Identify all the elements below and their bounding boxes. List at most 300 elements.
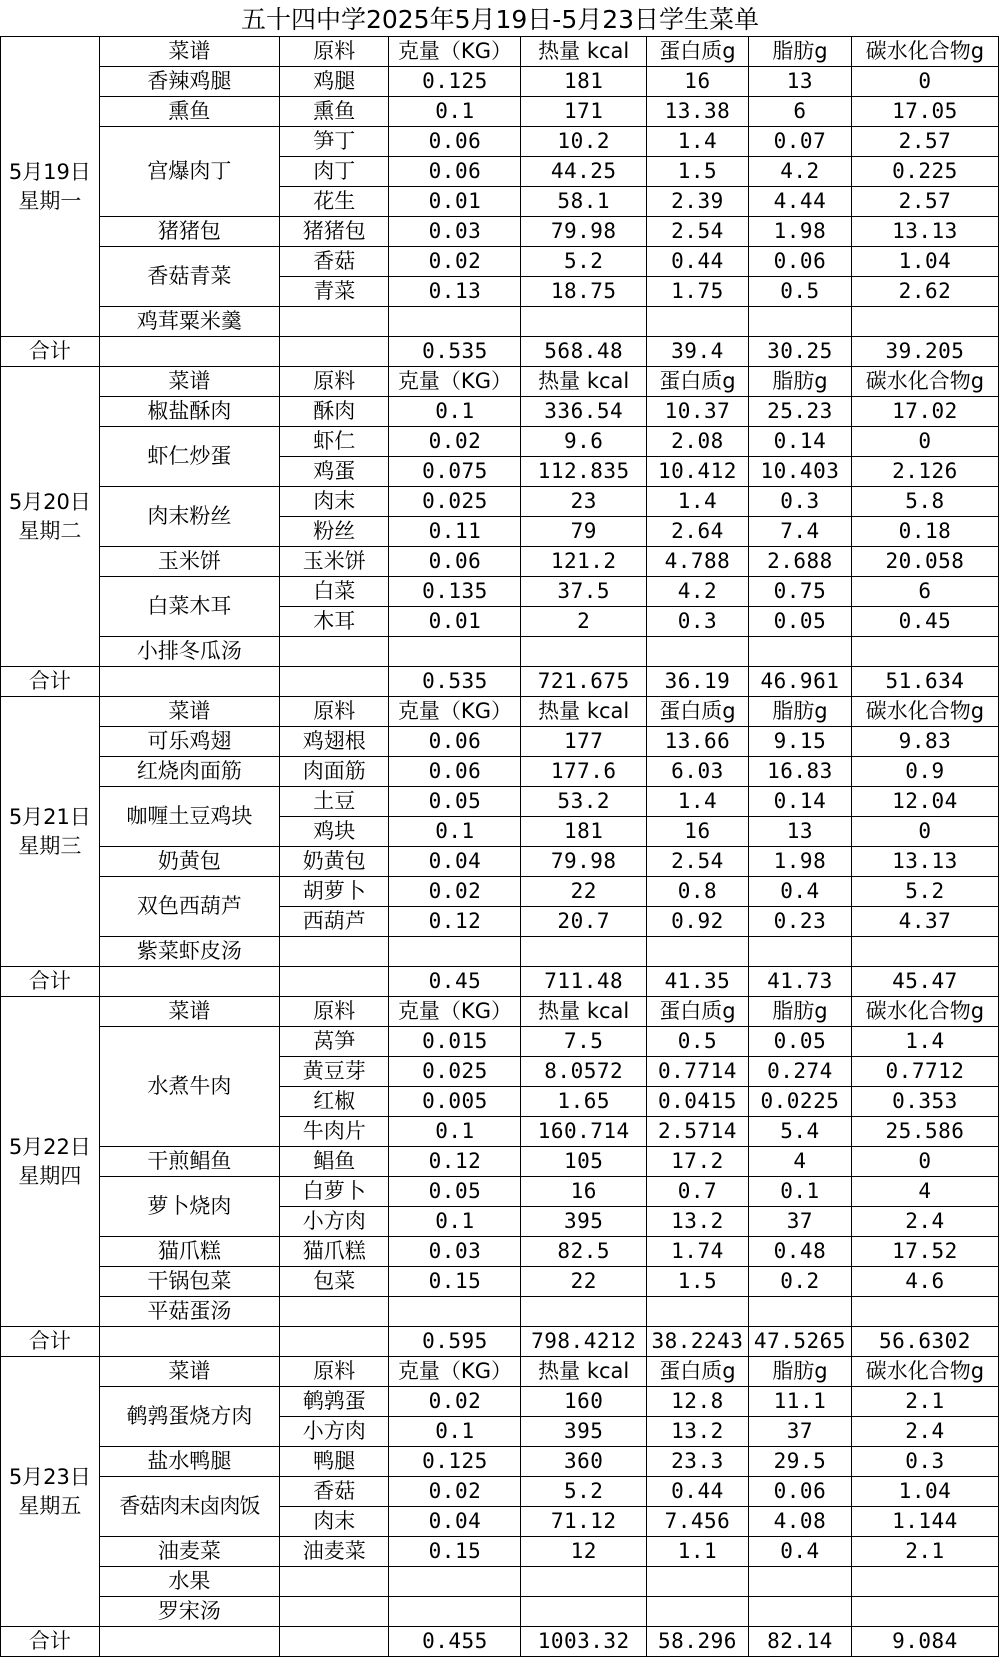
- ingredient-name: 小方肉: [280, 1207, 389, 1237]
- value-cell: 1.5: [646, 1267, 748, 1297]
- value-cell: 395: [521, 1417, 647, 1447]
- value-cell: 0.125: [389, 67, 521, 97]
- empty-cell: [280, 307, 389, 337]
- column-header: 热量 kcal: [521, 37, 647, 67]
- value-cell: 20.7: [521, 907, 647, 937]
- day-cell: [1, 37, 100, 337]
- table-row: [1, 877, 999, 907]
- ingredient-name: 包菜: [280, 1267, 389, 1297]
- dish-name: 香菇青菜: [99, 247, 279, 307]
- value-cell: 0.06: [748, 1477, 851, 1507]
- value-cell: 2.4: [851, 1417, 998, 1447]
- ingredient-name: 西葫芦: [280, 907, 389, 937]
- total-row: [1, 667, 999, 697]
- column-header: 蛋白质g: [646, 37, 748, 67]
- header-row: [1, 697, 999, 727]
- column-header: 热量 kcal: [521, 997, 647, 1027]
- value-cell: 2.08: [646, 427, 748, 457]
- value-cell: 1.75: [646, 277, 748, 307]
- table-row: [1, 217, 999, 247]
- column-header: 克量（KG）: [389, 1357, 521, 1387]
- value-cell: 1.1: [646, 1537, 748, 1567]
- value-cell: 2.57: [851, 127, 998, 157]
- value-cell: 0.025: [389, 1057, 521, 1087]
- value-cell: 0.05: [748, 607, 851, 637]
- value-cell: 0.15: [389, 1267, 521, 1297]
- header-row: [1, 997, 999, 1027]
- ingredient-name: 红椒: [280, 1087, 389, 1117]
- table-row: [1, 1447, 999, 1477]
- value-cell: 12: [521, 1537, 647, 1567]
- dish-name: 水果: [99, 1567, 279, 1597]
- value-cell: 0.005: [389, 1087, 521, 1117]
- value-cell: 2.62: [851, 277, 998, 307]
- value-cell: 9.6: [521, 427, 647, 457]
- value-cell: 160: [521, 1387, 647, 1417]
- value-cell: 44.25: [521, 157, 647, 187]
- value-cell: 4.44: [748, 187, 851, 217]
- ingredient-name: 白菜: [280, 577, 389, 607]
- value-cell: 0.12: [389, 907, 521, 937]
- value-cell: 58.1: [521, 187, 647, 217]
- ingredient-name: 肉末: [280, 487, 389, 517]
- empty-cell: [389, 1597, 521, 1627]
- ingredient-name: 莴笋: [280, 1027, 389, 1057]
- header-row: [1, 367, 999, 397]
- value-cell: 0.7714: [646, 1057, 748, 1087]
- table-row: [1, 397, 999, 427]
- column-header: 碳水化合物g: [851, 367, 998, 397]
- value-cell: 0.02: [389, 427, 521, 457]
- empty-cell: [99, 967, 279, 997]
- dish-name: 平菇蛋汤: [99, 1297, 279, 1327]
- value-cell: 9.83: [851, 727, 998, 757]
- ingredient-name: 鸡块: [280, 817, 389, 847]
- value-cell: 0.4: [748, 1537, 851, 1567]
- value-cell: 5.4: [748, 1117, 851, 1147]
- value-cell: 0.225: [851, 157, 998, 187]
- value-cell: 0.3: [851, 1447, 998, 1477]
- value-cell: 2.126: [851, 457, 998, 487]
- total-value: 568.48: [521, 337, 647, 367]
- value-cell: 0.7712: [851, 1057, 998, 1087]
- value-cell: 0.7: [646, 1177, 748, 1207]
- day-date: 5月22日: [8, 1134, 91, 1159]
- ingredient-name: 鸭腿: [280, 1447, 389, 1477]
- value-cell: 0: [851, 67, 998, 97]
- column-header: 碳水化合物g: [851, 1357, 998, 1387]
- value-cell: 0.274: [748, 1057, 851, 1087]
- dish-name: 肉末粉丝: [99, 487, 279, 547]
- total-row: [1, 967, 999, 997]
- value-cell: 17.02: [851, 397, 998, 427]
- dish-name: 鹌鹑蛋烧方肉: [99, 1387, 279, 1447]
- empty-cell: [280, 1597, 389, 1627]
- day-weekday: 星期三: [18, 833, 82, 858]
- value-cell: 0.48: [748, 1237, 851, 1267]
- value-cell: 20.058: [851, 547, 998, 577]
- column-header: 原料: [280, 697, 389, 727]
- total-value: 46.961: [748, 667, 851, 697]
- empty-cell: [389, 307, 521, 337]
- total-value: 82.14: [748, 1627, 851, 1657]
- header-row: [1, 1357, 999, 1387]
- column-header: 克量（KG）: [389, 37, 521, 67]
- total-label: 合计: [1, 1327, 100, 1357]
- total-row: [1, 1327, 999, 1357]
- value-cell: 4.788: [646, 547, 748, 577]
- column-header: 蛋白质g: [646, 997, 748, 1027]
- ingredient-name: 鸡翅根: [280, 727, 389, 757]
- value-cell: 0.12: [389, 1147, 521, 1177]
- ingredient-name: 猪猪包: [280, 217, 389, 247]
- total-value: 721.675: [521, 667, 647, 697]
- column-header: 碳水化合物g: [851, 997, 998, 1027]
- value-cell: 0.18: [851, 517, 998, 547]
- empty-cell: [646, 637, 748, 667]
- column-header: 蛋白质g: [646, 367, 748, 397]
- table-row: [1, 67, 999, 97]
- value-cell: 0.015: [389, 1027, 521, 1057]
- empty-cell: [521, 1597, 647, 1627]
- value-cell: 0.05: [389, 787, 521, 817]
- total-value: 30.25: [748, 337, 851, 367]
- column-header: 菜谱: [99, 367, 279, 397]
- column-header: 热量 kcal: [521, 697, 647, 727]
- value-cell: 37.5: [521, 577, 647, 607]
- value-cell: 0.1: [389, 1417, 521, 1447]
- total-value: 0.535: [389, 667, 521, 697]
- dish-name: 白菜木耳: [99, 577, 279, 637]
- ingredient-name: 白萝卜: [280, 1177, 389, 1207]
- total-label: 合计: [1, 667, 100, 697]
- column-header: 菜谱: [99, 1357, 279, 1387]
- ingredient-name: 粉丝: [280, 517, 389, 547]
- dish-name: 油麦菜: [99, 1537, 279, 1567]
- value-cell: 2.39: [646, 187, 748, 217]
- value-cell: 17.52: [851, 1237, 998, 1267]
- value-cell: 0.23: [748, 907, 851, 937]
- total-value: 47.5265: [748, 1327, 851, 1357]
- column-header: 热量 kcal: [521, 367, 647, 397]
- table-row: [1, 1237, 999, 1267]
- value-cell: 2.1: [851, 1537, 998, 1567]
- value-cell: 0.3: [646, 607, 748, 637]
- dish-name: 盐水鸭腿: [99, 1447, 279, 1477]
- ingredient-name: 青菜: [280, 277, 389, 307]
- value-cell: 13.38: [646, 97, 748, 127]
- empty-cell: [280, 967, 389, 997]
- total-value: 9.084: [851, 1627, 998, 1657]
- value-cell: 4.37: [851, 907, 998, 937]
- day-weekday: 星期一: [18, 188, 82, 213]
- value-cell: 2.64: [646, 517, 748, 547]
- ingredient-name: 猫爪糕: [280, 1237, 389, 1267]
- day-weekday: 星期五: [18, 1493, 82, 1518]
- value-cell: 0.05: [389, 1177, 521, 1207]
- day-date: 5月20日: [8, 489, 91, 514]
- table-row: [1, 547, 999, 577]
- column-header: 脂肪g: [748, 997, 851, 1027]
- table-row: [1, 1537, 999, 1567]
- value-cell: 37: [748, 1207, 851, 1237]
- value-cell: 0.13: [389, 277, 521, 307]
- value-cell: 1.4: [646, 787, 748, 817]
- table-row: [1, 307, 999, 337]
- empty-cell: [851, 307, 998, 337]
- value-cell: 0.0225: [748, 1087, 851, 1117]
- ingredient-name: 花生: [280, 187, 389, 217]
- total-value: 38.2243: [646, 1327, 748, 1357]
- dish-name: 水煮牛肉: [99, 1027, 279, 1147]
- total-value: 39.205: [851, 337, 998, 367]
- dish-name: 香辣鸡腿: [99, 67, 279, 97]
- value-cell: 11.1: [748, 1387, 851, 1417]
- column-header: 克量（KG）: [389, 697, 521, 727]
- table-row: [1, 127, 999, 157]
- total-label: 合计: [1, 337, 100, 367]
- value-cell: 336.54: [521, 397, 647, 427]
- dish-name: 紫菜虾皮汤: [99, 937, 279, 967]
- ingredient-name: 笋丁: [280, 127, 389, 157]
- value-cell: 71.12: [521, 1507, 647, 1537]
- value-cell: 0.075: [389, 457, 521, 487]
- value-cell: 16: [646, 817, 748, 847]
- ingredient-name: 油麦菜: [280, 1537, 389, 1567]
- value-cell: 0.5: [646, 1027, 748, 1057]
- empty-cell: [99, 1627, 279, 1657]
- empty-cell: [748, 1597, 851, 1627]
- dish-name: 猫爪糕: [99, 1237, 279, 1267]
- table-row: [1, 787, 999, 817]
- value-cell: 0.1: [389, 817, 521, 847]
- value-cell: 0.02: [389, 247, 521, 277]
- value-cell: 10.412: [646, 457, 748, 487]
- day-cell: [1, 697, 100, 967]
- value-cell: 4.08: [748, 1507, 851, 1537]
- ingredient-name: 鸡腿: [280, 67, 389, 97]
- value-cell: 0.15: [389, 1537, 521, 1567]
- value-cell: 1.144: [851, 1507, 998, 1537]
- empty-cell: [280, 1297, 389, 1327]
- value-cell: 16: [521, 1177, 647, 1207]
- column-header: 菜谱: [99, 997, 279, 1027]
- value-cell: 6.03: [646, 757, 748, 787]
- ingredient-name: 香菇: [280, 1477, 389, 1507]
- ingredient-name: 胡萝卜: [280, 877, 389, 907]
- value-cell: 17.05: [851, 97, 998, 127]
- value-cell: 0.06: [389, 757, 521, 787]
- dish-name: 萝卜烧肉: [99, 1177, 279, 1237]
- empty-cell: [99, 337, 279, 367]
- value-cell: 10.2: [521, 127, 647, 157]
- empty-cell: [748, 637, 851, 667]
- empty-cell: [280, 937, 389, 967]
- value-cell: 0.1: [389, 97, 521, 127]
- value-cell: 12.8: [646, 1387, 748, 1417]
- value-cell: 13: [748, 67, 851, 97]
- column-header: 原料: [280, 997, 389, 1027]
- value-cell: 12.04: [851, 787, 998, 817]
- value-cell: 7.456: [646, 1507, 748, 1537]
- total-value: 41.73: [748, 967, 851, 997]
- value-cell: 1.4: [646, 127, 748, 157]
- total-value: 58.296: [646, 1627, 748, 1657]
- value-cell: 53.2: [521, 787, 647, 817]
- total-label: 合计: [1, 1627, 100, 1657]
- day-cell: [1, 1357, 100, 1627]
- value-cell: 1.4: [646, 487, 748, 517]
- total-value: 36.19: [646, 667, 748, 697]
- value-cell: 0.04: [389, 847, 521, 877]
- empty-cell: [389, 637, 521, 667]
- value-cell: 0.1: [389, 1207, 521, 1237]
- value-cell: 7.5: [521, 1027, 647, 1057]
- value-cell: 0.04: [389, 1507, 521, 1537]
- ingredient-name: 鸡蛋: [280, 457, 389, 487]
- value-cell: 0.06: [748, 247, 851, 277]
- dish-name: 罗宋汤: [99, 1597, 279, 1627]
- value-cell: 25.586: [851, 1117, 998, 1147]
- table-row: [1, 1297, 999, 1327]
- value-cell: 360: [521, 1447, 647, 1477]
- value-cell: 4.2: [646, 577, 748, 607]
- value-cell: 22: [521, 877, 647, 907]
- value-cell: 9.15: [748, 727, 851, 757]
- total-value: 56.6302: [851, 1327, 998, 1357]
- table-row: [1, 577, 999, 607]
- value-cell: 177: [521, 727, 647, 757]
- value-cell: 0: [851, 817, 998, 847]
- table-row: [1, 247, 999, 277]
- value-cell: 1.5: [646, 157, 748, 187]
- value-cell: 0.06: [389, 547, 521, 577]
- ingredient-name: 鹌鹑蛋: [280, 1387, 389, 1417]
- dish-name: 玉米饼: [99, 547, 279, 577]
- total-value: 0.45: [389, 967, 521, 997]
- dish-name: 干锅包菜: [99, 1267, 279, 1297]
- value-cell: 0.92: [646, 907, 748, 937]
- column-header: 脂肪g: [748, 367, 851, 397]
- dish-name: 干煎鲳鱼: [99, 1147, 279, 1177]
- ingredient-name: 酥肉: [280, 397, 389, 427]
- column-header: 蛋白质g: [646, 697, 748, 727]
- column-header: 热量 kcal: [521, 1357, 647, 1387]
- value-cell: 0.45: [851, 607, 998, 637]
- value-cell: 0.06: [389, 727, 521, 757]
- value-cell: 2.4: [851, 1207, 998, 1237]
- column-header: 菜谱: [99, 697, 279, 727]
- value-cell: 0.44: [646, 247, 748, 277]
- value-cell: 2: [521, 607, 647, 637]
- value-cell: 1.74: [646, 1237, 748, 1267]
- value-cell: 4: [851, 1177, 998, 1207]
- value-cell: 10.403: [748, 457, 851, 487]
- value-cell: 0.02: [389, 1387, 521, 1417]
- table-row: [1, 757, 999, 787]
- total-value: 0.595: [389, 1327, 521, 1357]
- ingredient-name: 熏鱼: [280, 97, 389, 127]
- value-cell: 13.13: [851, 847, 998, 877]
- ingredient-name: 黄豆芽: [280, 1057, 389, 1087]
- empty-cell: [521, 1297, 647, 1327]
- empty-cell: [280, 637, 389, 667]
- dish-name: 宫爆肉丁: [99, 127, 279, 217]
- value-cell: 0.02: [389, 877, 521, 907]
- empty-cell: [99, 1327, 279, 1357]
- page-title: 五十四中学2025年5月19日-5月23日学生菜单: [240, 5, 760, 34]
- header-row: [1, 37, 999, 67]
- value-cell: 5.2: [851, 877, 998, 907]
- dish-name: 熏鱼: [99, 97, 279, 127]
- empty-cell: [389, 1567, 521, 1597]
- column-header: 碳水化合物g: [851, 37, 998, 67]
- empty-cell: [851, 637, 998, 667]
- empty-cell: [646, 1597, 748, 1627]
- value-cell: 0.4: [748, 877, 851, 907]
- ingredient-name: 木耳: [280, 607, 389, 637]
- table-row: [1, 937, 999, 967]
- value-cell: 0.01: [389, 607, 521, 637]
- value-cell: 82.5: [521, 1237, 647, 1267]
- value-cell: 105: [521, 1147, 647, 1177]
- value-cell: 0.025: [389, 487, 521, 517]
- dish-name: 香菇肉末卤肉饭: [99, 1477, 279, 1537]
- column-header: 脂肪g: [748, 37, 851, 67]
- value-cell: 0.14: [748, 787, 851, 817]
- value-cell: 0: [851, 427, 998, 457]
- value-cell: 79.98: [521, 847, 647, 877]
- value-cell: 16: [646, 67, 748, 97]
- day-weekday: 星期四: [18, 1163, 82, 1188]
- empty-cell: [280, 667, 389, 697]
- total-row: [1, 1627, 999, 1657]
- value-cell: 121.2: [521, 547, 647, 577]
- total-value: 39.4: [646, 337, 748, 367]
- dish-name: 红烧肉面筋: [99, 757, 279, 787]
- value-cell: 0.02: [389, 1477, 521, 1507]
- value-cell: 5.2: [521, 1477, 647, 1507]
- value-cell: 17.2: [646, 1147, 748, 1177]
- table-row: [1, 427, 999, 457]
- value-cell: 1.04: [851, 247, 998, 277]
- value-cell: 1.98: [748, 847, 851, 877]
- value-cell: 18.75: [521, 277, 647, 307]
- ingredient-name: 虾仁: [280, 427, 389, 457]
- table-row: [1, 97, 999, 127]
- total-value: 0.455: [389, 1627, 521, 1657]
- value-cell: 177.6: [521, 757, 647, 787]
- column-header: 原料: [280, 1357, 389, 1387]
- value-cell: 0.06: [389, 157, 521, 187]
- table-row: [1, 487, 999, 517]
- value-cell: 13.66: [646, 727, 748, 757]
- value-cell: 4: [748, 1147, 851, 1177]
- value-cell: 5.2: [521, 247, 647, 277]
- value-cell: 1.4: [851, 1027, 998, 1057]
- menu-table: [0, 36, 999, 1657]
- empty-cell: [521, 937, 647, 967]
- column-header: 克量（KG）: [389, 997, 521, 1027]
- value-cell: 22: [521, 1267, 647, 1297]
- value-cell: 4.2: [748, 157, 851, 187]
- value-cell: 2.688: [748, 547, 851, 577]
- empty-cell: [748, 307, 851, 337]
- empty-cell: [280, 1567, 389, 1597]
- total-value: 45.47: [851, 967, 998, 997]
- table-row: [1, 1267, 999, 1297]
- empty-cell: [389, 937, 521, 967]
